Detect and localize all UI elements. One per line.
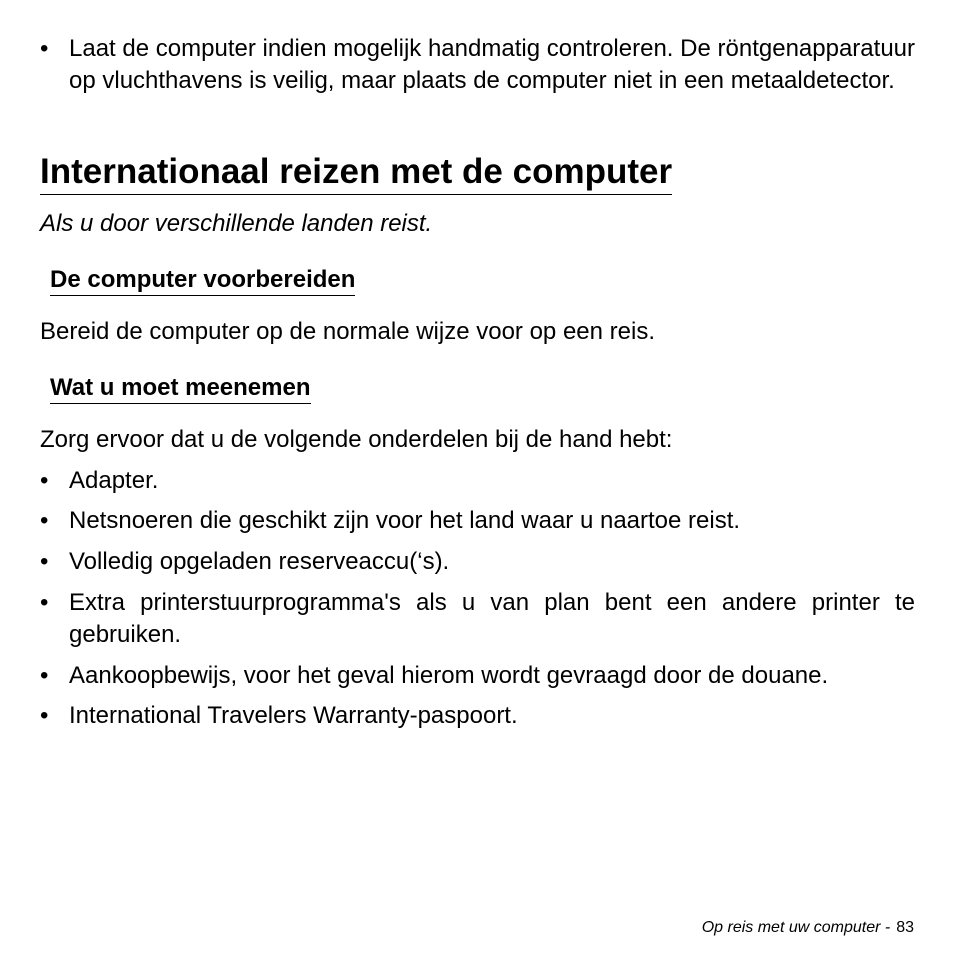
list-item-text: International Travelers Warranty-paspoort. (69, 702, 518, 729)
footer-label: Op reis met uw computer - (701, 919, 891, 936)
bullet-icon: • (40, 589, 49, 616)
bring-intro-paragraph: Zorg ervoor dat u de volgende onderdelen bij de hand hebt: (40, 426, 673, 453)
bullet-icon: • (40, 467, 49, 494)
bullet-icon: • (40, 507, 49, 534)
list-item-text: Netsnoeren die geschikt zijn voor het land waar u naartoe reist. (69, 507, 741, 534)
list-item-text: Aankoopbewijs, voor het geval hierom wordt gevraagd door de douane. (69, 662, 829, 689)
list-item-text: Volledig opgeladen reserveaccu(‘s). (69, 548, 450, 575)
list-item (40, 465, 915, 497)
section-title: Internationaal reizen met de computer (40, 150, 672, 195)
list-item-text: Adapter. (69, 467, 159, 494)
bullet-icon: • (40, 35, 49, 62)
list-item (40, 660, 915, 692)
bullet-icon: • (40, 548, 49, 575)
list-item (40, 546, 915, 578)
bullet-icon: • (40, 662, 49, 689)
heading-bring: Wat u moet meenemen (50, 373, 311, 404)
heading-prepare: De computer voorbereiden (50, 265, 355, 296)
list-item (40, 587, 915, 651)
list-item (40, 505, 915, 537)
section-subtitle: Als u door verschillende landen reist. (40, 210, 433, 237)
page-number: 83 (896, 919, 914, 936)
bullet-icon: • (40, 702, 49, 729)
list-item-text: Extra printerstuurprogramma's als u van plan bent een andere printer te gebruiken. (69, 589, 915, 648)
intro-bullet-text: Laat de computer indien mogelijk handmatig controleren. De röntgenapparatuur op vluchthavens is veilig, maar plaats de computer niet in een metaaldetector. (69, 35, 915, 94)
page-footer (702, 917, 914, 939)
list-item (40, 700, 915, 732)
prepare-paragraph: Bereid de computer op de normale wijze voor op een reis. (40, 318, 655, 345)
intro-bullet-item (40, 33, 915, 97)
